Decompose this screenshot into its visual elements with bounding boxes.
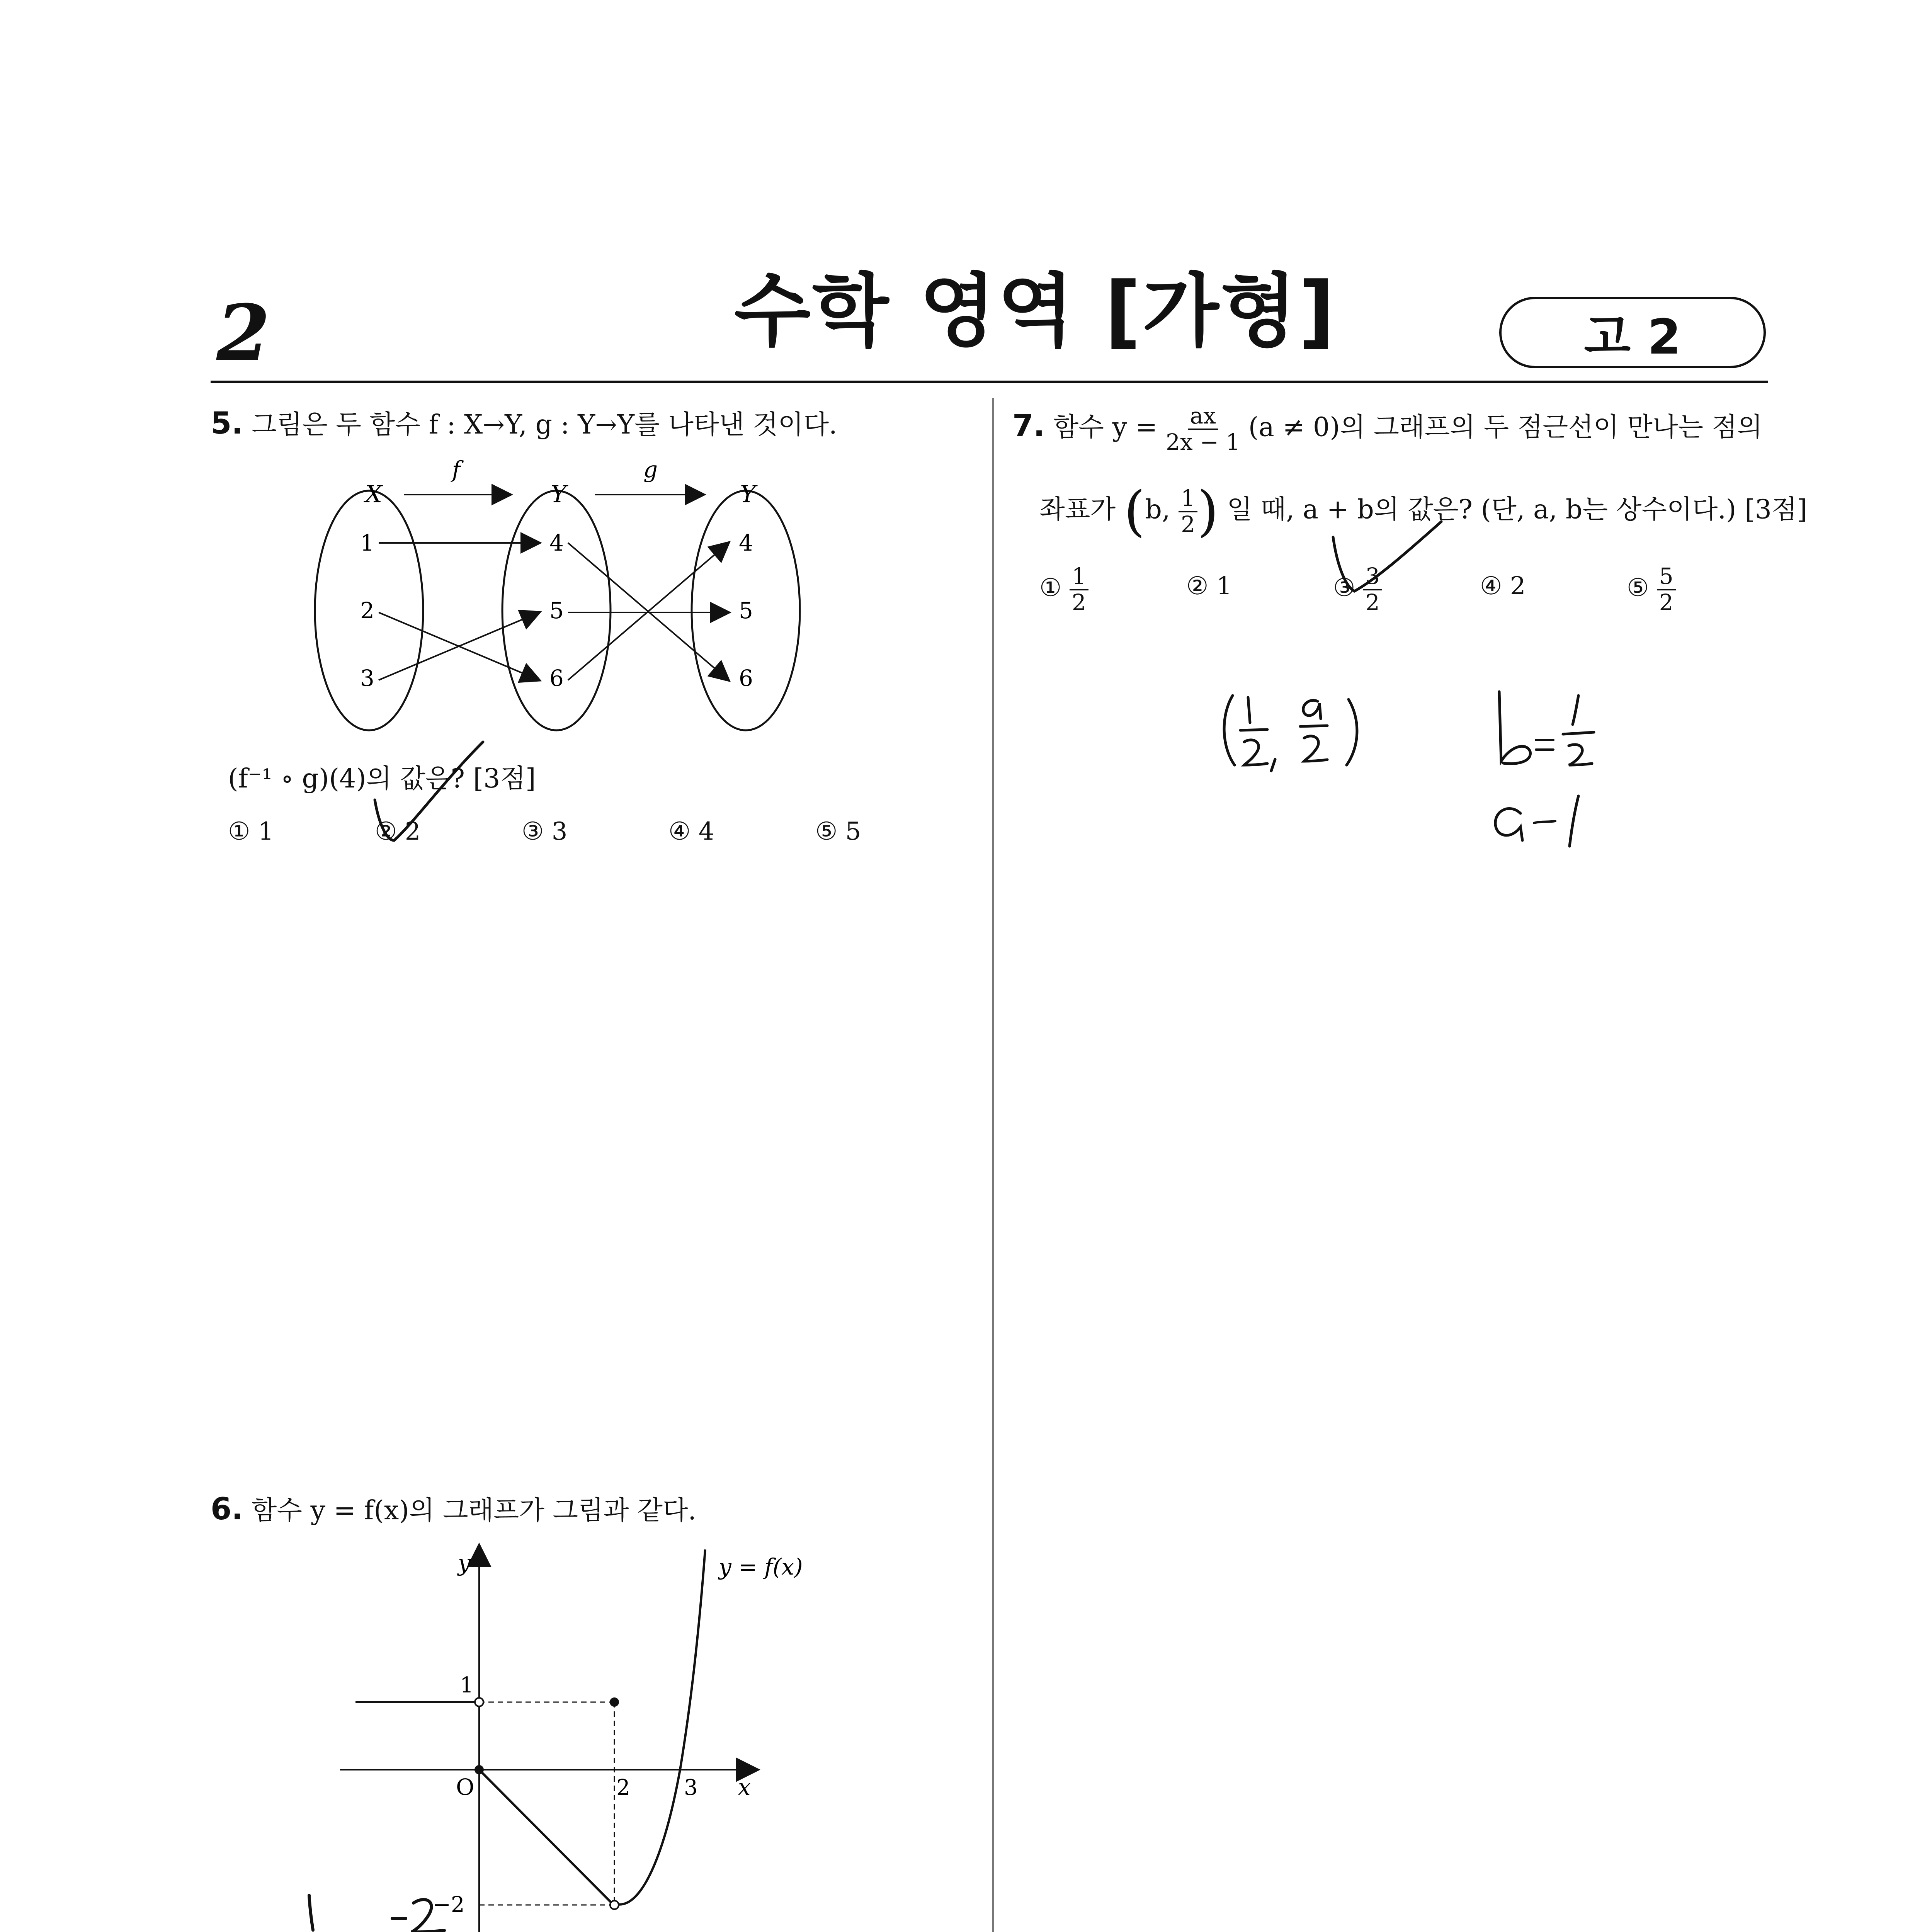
q5-choice-5[interactable]: ⑤ 5 bbox=[815, 817, 861, 846]
q5-number: 5. bbox=[211, 406, 243, 441]
q7-choice-4-val: 2 bbox=[1510, 572, 1526, 600]
q7-point-b: b, bbox=[1145, 494, 1170, 525]
grade-badge bbox=[1499, 297, 1766, 368]
q7-point-den: 2 bbox=[1181, 511, 1196, 537]
q7-stem-c: 좌표가 bbox=[1039, 494, 1116, 525]
y1-element-4: 4 bbox=[549, 530, 564, 556]
handwritten-two bbox=[412, 1900, 444, 1932]
column-divider bbox=[992, 398, 994, 1932]
q7-stem-line-1 bbox=[1012, 404, 1762, 455]
q7-choice-2-mark: ② bbox=[1186, 572, 1209, 600]
q5-choice-2[interactable]: ② 2 bbox=[375, 817, 421, 846]
f-label: f bbox=[452, 456, 461, 483]
q7-paren-open: ( bbox=[1124, 480, 1145, 543]
q7-paren-close: ) bbox=[1197, 480, 1219, 543]
set-y1-label: Y bbox=[551, 480, 566, 508]
q7-choice-1-num: 1 bbox=[1070, 564, 1088, 590]
open-point-2-neg2 bbox=[610, 1901, 619, 1909]
q6-function-graph bbox=[332, 1538, 842, 1932]
closed-point-2-1 bbox=[610, 1697, 619, 1707]
x-axis-label: x bbox=[738, 1774, 751, 1800]
q6-number: 6. bbox=[211, 1492, 243, 1527]
y1-element-5: 5 bbox=[549, 597, 564, 624]
q7-stem-b: (a ≠ 0)의 그래프의 두 점근선이 만나는 점의 bbox=[1248, 412, 1763, 443]
q7-choice-1-den: 2 bbox=[1071, 589, 1086, 616]
q7-choice-5-num: 5 bbox=[1657, 564, 1676, 590]
open-point-0-1 bbox=[475, 1698, 483, 1706]
curve-linear-segment bbox=[479, 1770, 612, 1903]
g-label: g bbox=[643, 456, 658, 483]
q7-choice-3-den: 2 bbox=[1365, 589, 1380, 616]
handwritten-one bbox=[309, 1895, 313, 1930]
header-rule bbox=[211, 381, 1768, 383]
q7-handwritten-checkmark bbox=[1325, 514, 1453, 614]
q6-stem-line bbox=[211, 1492, 696, 1528]
page-title: 수학 영역 [가형] bbox=[734, 265, 1337, 357]
q7-choice-1[interactable] bbox=[1039, 564, 1088, 615]
q5-stem-line bbox=[211, 406, 837, 442]
closed-point-origin bbox=[474, 1765, 484, 1774]
y1-element-6: 6 bbox=[549, 665, 564, 691]
q7-choice-1-mark: ① bbox=[1039, 573, 1062, 602]
x-tick-2: 2 bbox=[616, 1775, 630, 1800]
q5-prompt: (f⁻¹ ∘ g)(4)의 값은? [3점] bbox=[228, 764, 536, 794]
q7-number: 7. bbox=[1012, 408, 1045, 444]
q5-choice-3[interactable]: ③ 3 bbox=[522, 817, 568, 846]
q7-choice-5-mark: ⑤ bbox=[1627, 573, 1649, 602]
curve-right-branch bbox=[617, 1549, 705, 1905]
y-tick-neg2: −2 bbox=[433, 1892, 465, 1917]
x-tick-3: 3 bbox=[684, 1775, 698, 1800]
q7-choice-4[interactable] bbox=[1480, 572, 1526, 600]
set-y2-label: Y bbox=[740, 480, 756, 508]
q7-choice-5-frac bbox=[1657, 564, 1676, 615]
q7-choice-5-den: 2 bbox=[1659, 589, 1673, 616]
x-element-3: 3 bbox=[360, 665, 374, 691]
q7-choice-5[interactable] bbox=[1627, 564, 1676, 615]
q5-handwritten-checkmark bbox=[367, 734, 498, 858]
q7-choice-3-num: 3 bbox=[1363, 564, 1382, 590]
x-element-2: 2 bbox=[360, 597, 374, 624]
y2-element-5: 5 bbox=[739, 597, 753, 624]
origin-label: O bbox=[456, 1774, 474, 1800]
q7-choice-2[interactable] bbox=[1186, 572, 1232, 600]
q5-choice-4[interactable]: ④ 4 bbox=[668, 817, 714, 846]
q7-frac-num: ax bbox=[1188, 404, 1218, 430]
set-x-label: X bbox=[365, 480, 383, 508]
q7-choice-2-val: 1 bbox=[1216, 572, 1232, 600]
page-number: 2 bbox=[216, 288, 270, 379]
y2-element-6: 6 bbox=[739, 665, 753, 691]
q7-frac-den: 2x − 1 bbox=[1166, 429, 1240, 455]
q5-choice-1[interactable]: ① 1 bbox=[228, 817, 274, 846]
q7-stem-a: 함수 y = bbox=[1053, 412, 1158, 443]
q7-function-fraction bbox=[1166, 404, 1240, 455]
q7-choice-4-mark: ④ bbox=[1480, 572, 1502, 600]
q7-point-num: 1 bbox=[1179, 486, 1197, 512]
q6-handwritten-notes bbox=[301, 1893, 479, 1932]
grade-badge-label: 고 2 bbox=[1584, 309, 1681, 365]
q7-handwritten-work bbox=[1217, 688, 1642, 873]
y-tick-1: 1 bbox=[460, 1673, 474, 1698]
q6-stem: 함수 y = f(x)의 그래프가 그림과 같다. bbox=[251, 1495, 697, 1526]
x-element-1: 1 bbox=[360, 530, 374, 556]
q7-point-fraction bbox=[1179, 486, 1197, 537]
y-axis-label: y bbox=[458, 1550, 471, 1576]
q7-choice-3-mark: ③ bbox=[1333, 573, 1355, 602]
q5-choices bbox=[228, 817, 923, 848]
q7-stem-d: 일 때, a + b의 값은? (단, a, b는 상수이다.) [3점] bbox=[1227, 494, 1808, 525]
curve-label: y = f(x) bbox=[719, 1554, 803, 1580]
y2-element-4: 4 bbox=[739, 530, 753, 556]
q5-mapping-diagram bbox=[301, 448, 842, 750]
q5-stem: 그림은 두 함수 f : X→Y, g : Y→Y를 나타낸 것이다. bbox=[251, 410, 837, 440]
q7-choice-1-frac bbox=[1070, 564, 1088, 615]
